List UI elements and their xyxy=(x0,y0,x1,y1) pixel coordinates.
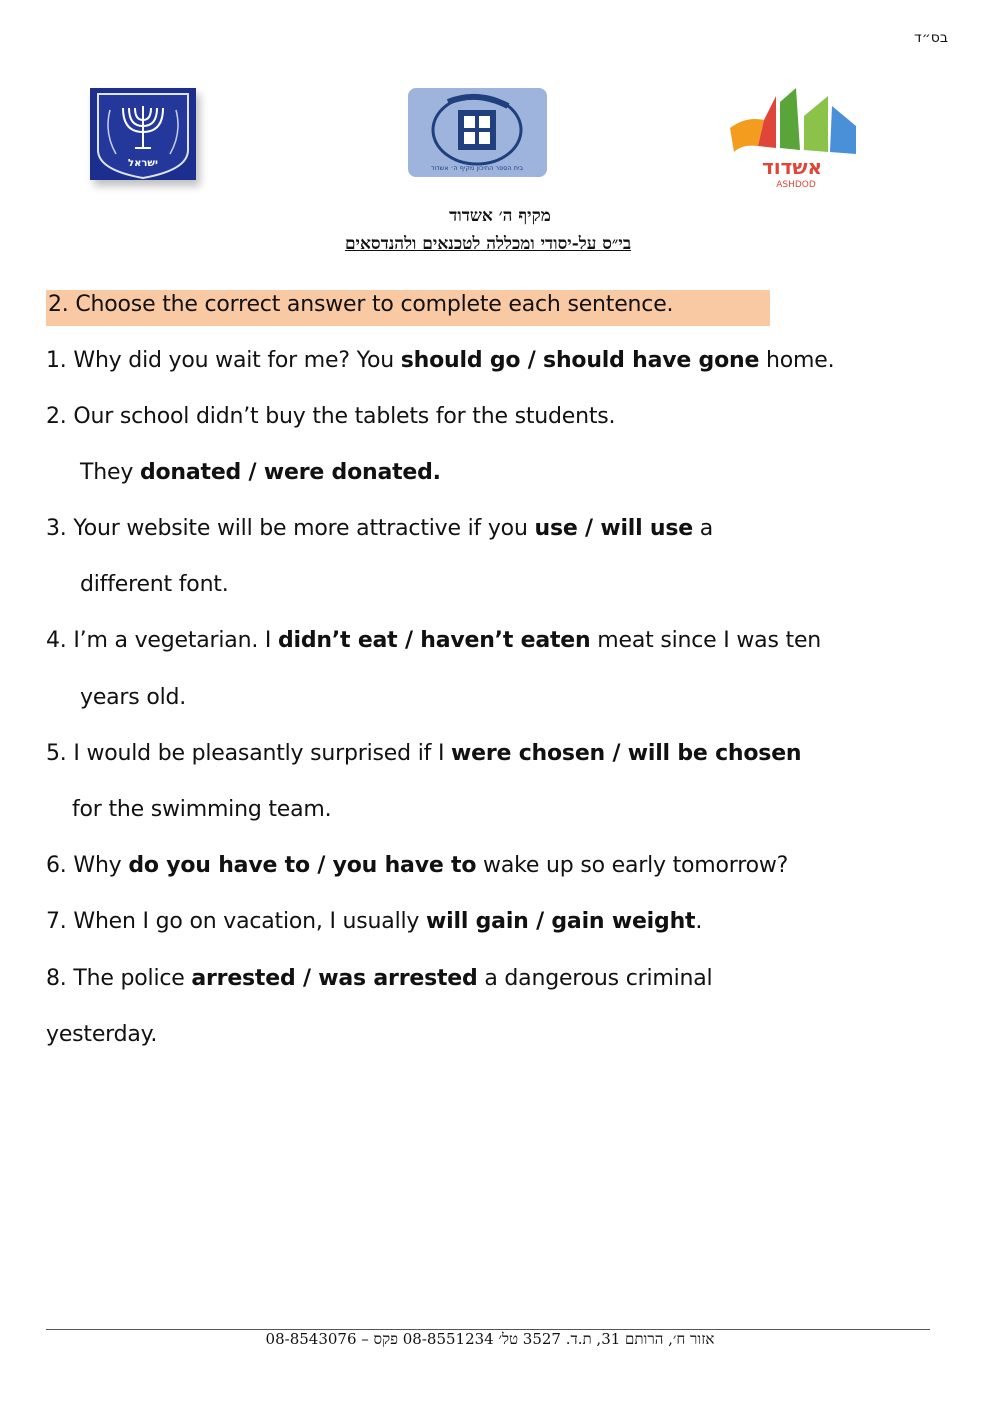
sentence-1 xyxy=(46,348,834,373)
school-logo-caption: בית הספר התיכון מקיף ה׳ אשדוד xyxy=(430,164,524,172)
sentence-3 xyxy=(46,516,713,541)
sentence-text: years old. xyxy=(80,685,187,710)
sentence-number: 1. xyxy=(46,348,67,373)
sentence-text: home. xyxy=(759,348,835,373)
school-subtitle: בי״ס על-יסודי ומכללה לטכנאים ולהנדסאים xyxy=(344,234,632,254)
sentence-5-continued xyxy=(72,797,331,822)
sentence-2 xyxy=(46,404,615,429)
sentence-8-continued xyxy=(46,1022,157,1047)
answer-options: should go / should have gone xyxy=(400,348,760,373)
answer-options: didn’t eat / haven’t eaten xyxy=(277,628,591,653)
answer-options: use / will use xyxy=(534,516,693,541)
task-title: 2. Choose the correct answer to complete each sentence. xyxy=(48,292,674,317)
ashdod-city-logo xyxy=(724,88,860,190)
state-emblem-logo xyxy=(90,88,196,180)
sentence-number: 5. xyxy=(46,741,67,766)
sentence-number: 3. xyxy=(46,516,67,541)
city-logo-hebrew: אשדוד xyxy=(761,155,823,179)
sentence-text: Your website will be more attractive if you xyxy=(73,516,535,541)
sentence-text: I’m a vegetarian. I xyxy=(73,628,278,653)
sentence-text: meat since I was ten xyxy=(590,628,822,653)
sentence-8 xyxy=(46,966,712,991)
sentence-5 xyxy=(46,741,801,766)
sentence-text: Our school didn’t buy the tablets for the students. xyxy=(73,404,616,429)
sentence-6 xyxy=(46,853,788,878)
sentence-text: Why did you wait for me? You xyxy=(73,348,401,373)
sentence-text: different font. xyxy=(80,572,229,597)
footer-address: אזור ח׳, הרותם 31, ת.ד. 3527 טל׳ 08-8551234 פקס – 08-8543076 xyxy=(265,1330,715,1348)
answer-options: were chosen / will be chosen xyxy=(451,741,802,766)
sentence-3-continued xyxy=(80,572,229,597)
school-name: מקיף ה׳ אשדוד xyxy=(449,206,551,226)
bsd-header-mark: בס״ד xyxy=(914,30,948,46)
answer-options: arrested / was arrested xyxy=(191,966,478,991)
sentence-4-continued xyxy=(80,685,186,710)
sentence-text: a dangerous criminal xyxy=(477,966,713,991)
answer-options: do you have to / you have to xyxy=(128,853,477,878)
emblem-caption: ישראל xyxy=(128,158,158,169)
sentence-number: 8. xyxy=(46,966,67,991)
sentence-text: I would be pleasantly surprised if I xyxy=(73,741,452,766)
sentence-text: The police xyxy=(73,966,192,991)
answer-options: donated / were donated. xyxy=(139,460,441,485)
sentence-text: Why xyxy=(73,853,129,878)
sentence-text: . xyxy=(695,909,703,934)
sentence-4 xyxy=(46,628,821,653)
sentence-text: They xyxy=(80,460,140,485)
city-logo-latin: ASHDOD xyxy=(776,180,816,190)
answer-options: will gain / gain weight xyxy=(426,909,696,934)
sentence-number: 6. xyxy=(46,853,67,878)
sentence-text: a xyxy=(693,516,714,541)
sentence-text: for the swimming team. xyxy=(72,797,332,822)
sentence-text: yesterday. xyxy=(46,1022,158,1047)
school-logo xyxy=(408,88,547,177)
sentence-number: 7. xyxy=(46,909,67,934)
sentence-7 xyxy=(46,909,702,934)
sentence-number: 2. xyxy=(46,404,67,429)
sentence-number: 4. xyxy=(46,628,67,653)
sentence-2-continued xyxy=(80,460,441,485)
sentence-text: When I go on vacation, I usually xyxy=(73,909,427,934)
sentence-text: wake up so early tomorrow? xyxy=(476,853,789,878)
